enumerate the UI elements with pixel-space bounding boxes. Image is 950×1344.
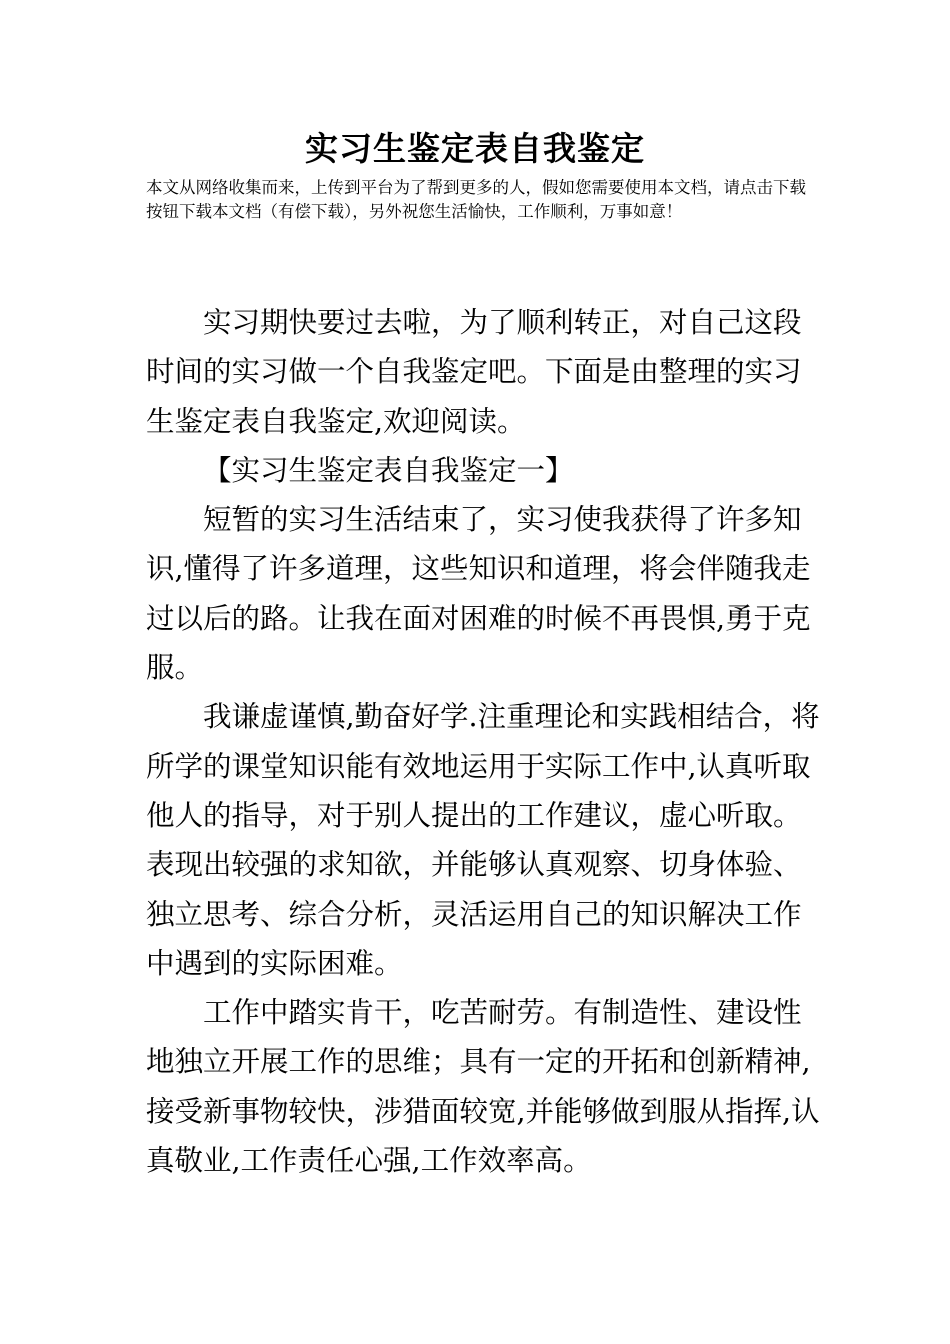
section-heading: 【实习生鉴定表自我鉴定一】 (203, 453, 574, 487)
body-paragraph: 我谦虚谨慎,勤奋好学.注重理论和实践相结合，将所学的课堂知识能有效地运用于实际工作中,认真听取他人的指导，对于别人提出的工作建议，虚心听取。表现出较强的求知欲，并能够认真观察、切身体验、独立思考、综合分析，灵活运用自己的知识解决工作中遇到的实际困难。 (146, 700, 820, 980)
document-title: 实习生鉴定表自我鉴定 (305, 129, 645, 168)
download-notice: 本文从网络收集而来，上传到平台为了帮到更多的人，假如您需要使用本文档，请点击下载按钮下载本文档（有偿下载），另外祝您生活愉快，工作顺利，万事如意！ (146, 178, 806, 221)
document-body (146, 298, 820, 1185)
body-paragraph: 工作中踏实肯干，吃苦耐劳。有制造性、建设性地独立开展工作的思维；具有一定的开拓和创新精神,接受新事物较快，涉猎面较宽,并能够做到服从指挥,认真敬业,工作责任心强,工作效率高。 (146, 996, 820, 1178)
intro-paragraph: 实习期快要过去啦，为了顺利转正，对自己这段时间的实习做一个自我鉴定吧。下面是由整理的实习生鉴定表自我鉴定,欢迎阅读。 (146, 306, 802, 438)
body-paragraph: 短暂的实习生活结束了，实习使我获得了许多知识,懂得了许多道理，这些知识和道理，将会伴随我走过以后的路。让我在面对困难的时候不再畏惧,勇于克服。 (146, 503, 811, 685)
